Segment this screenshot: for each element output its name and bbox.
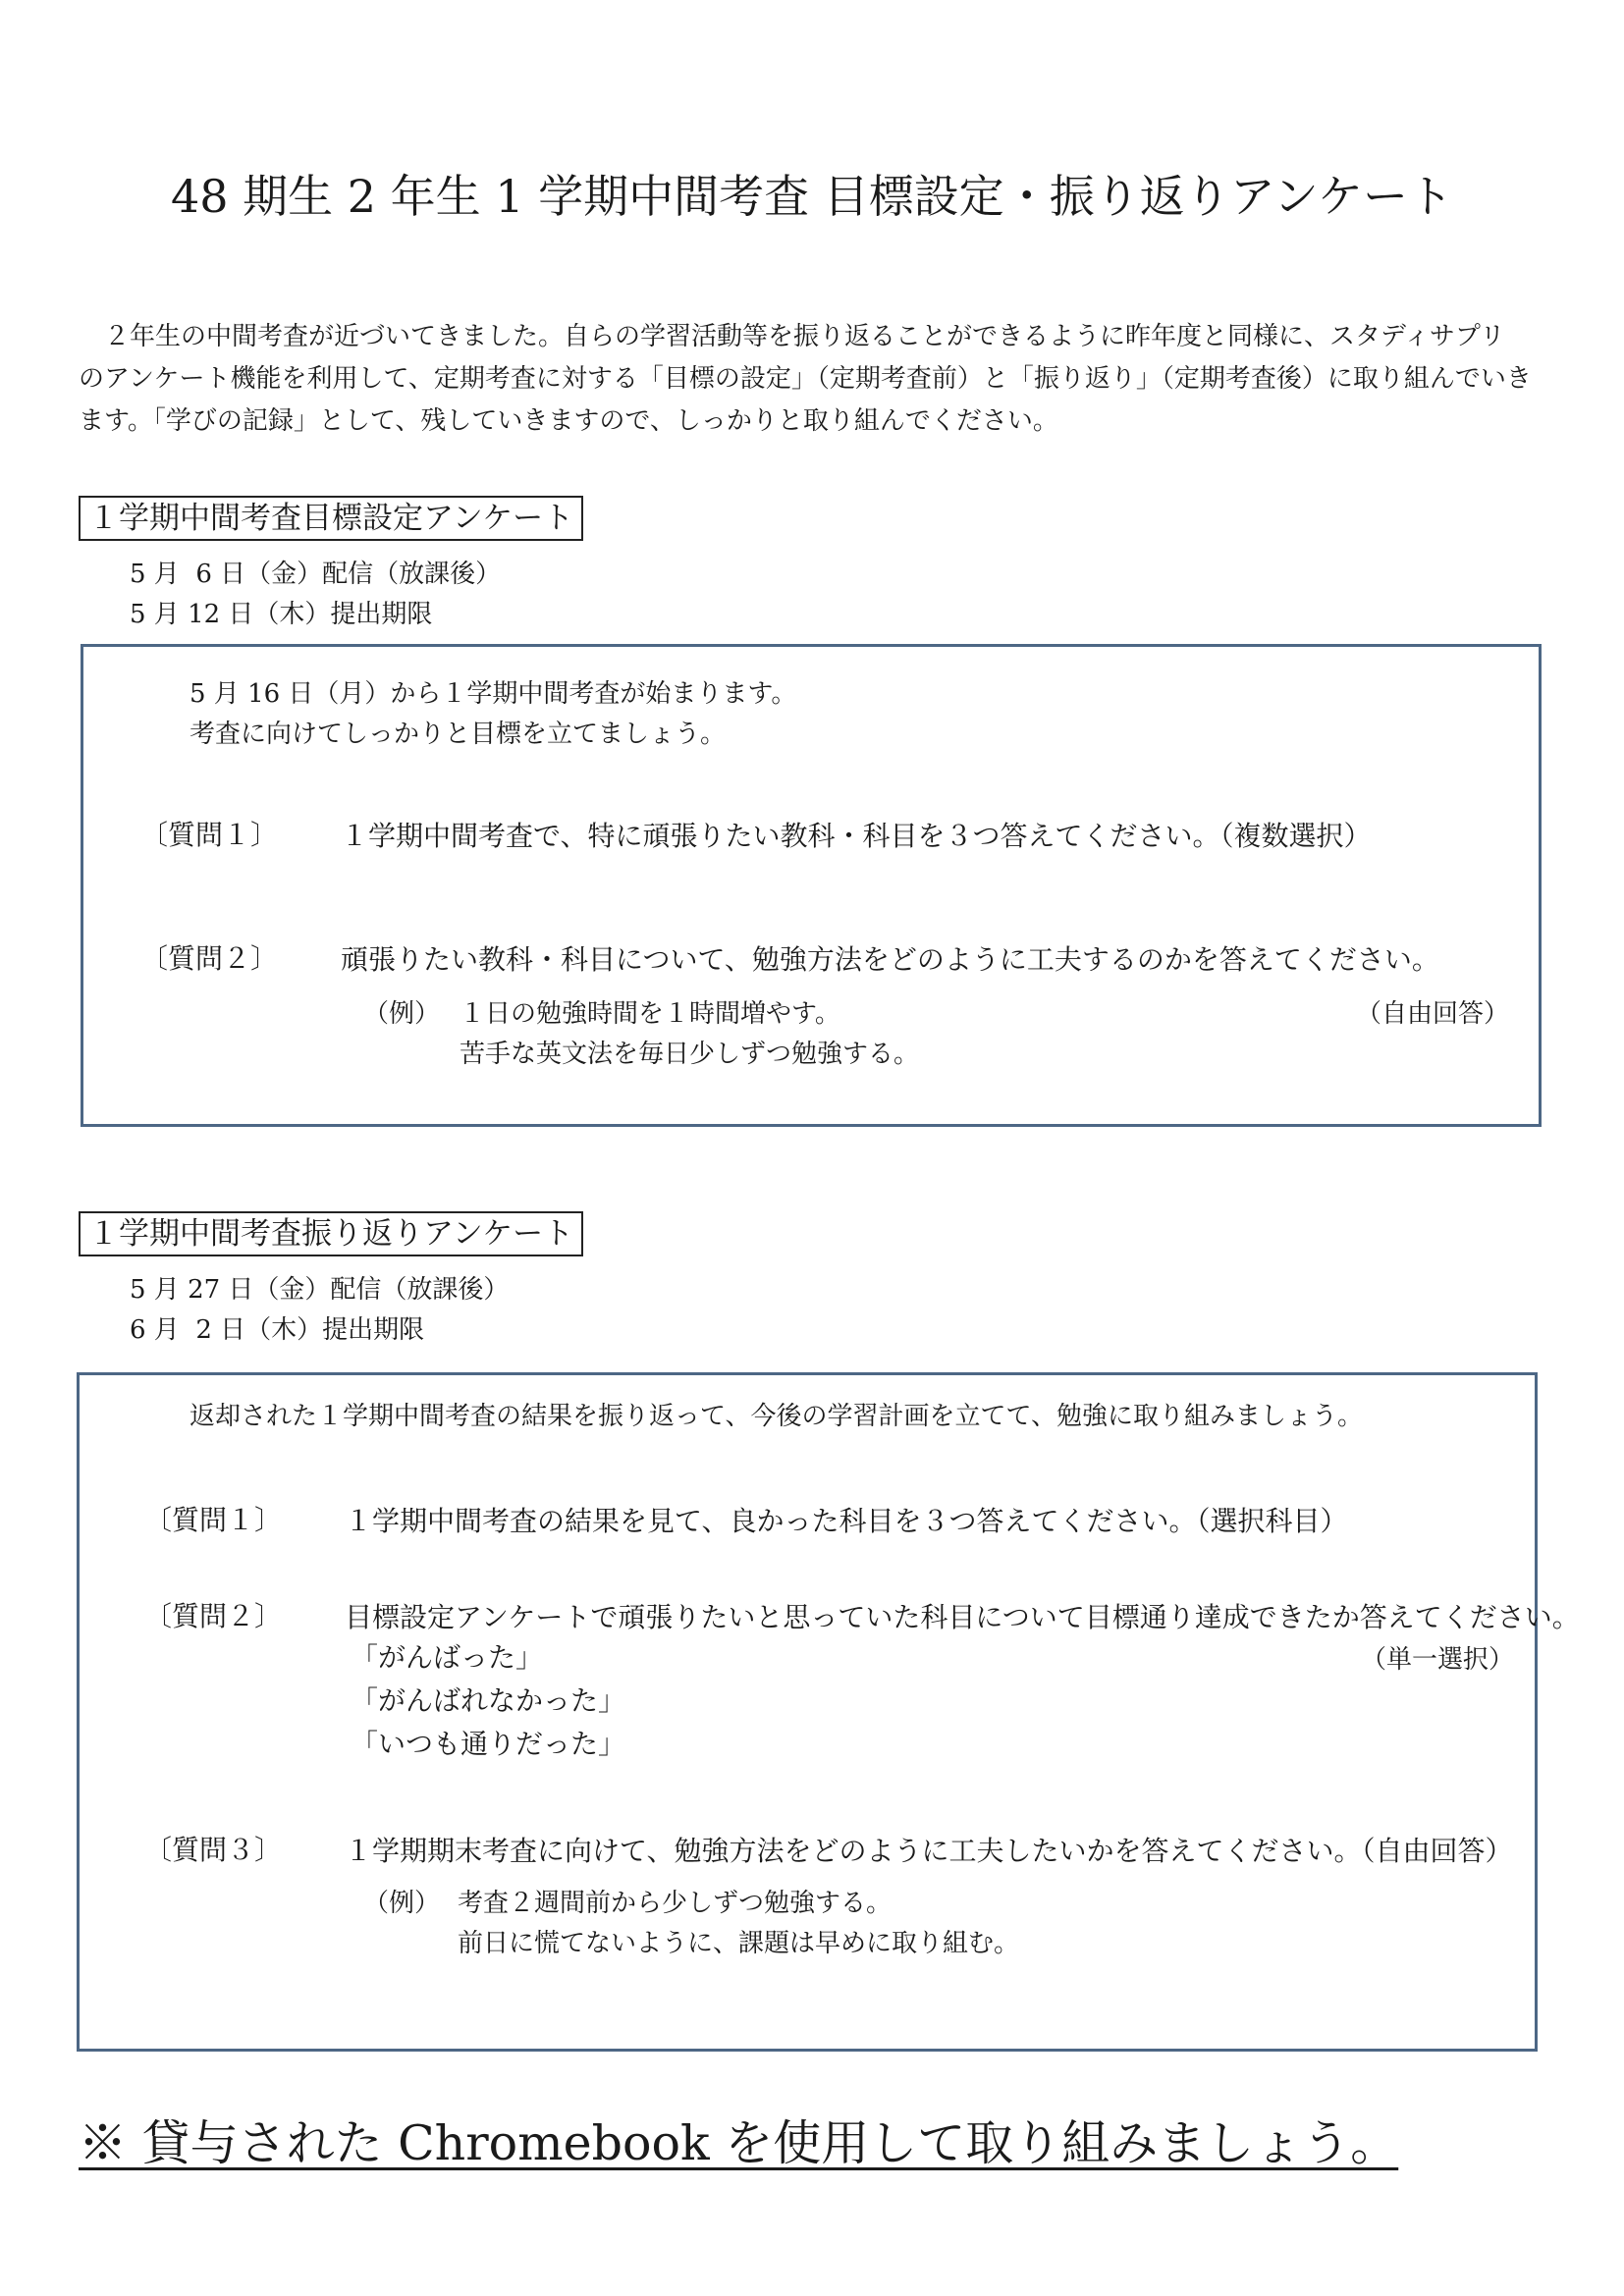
goal-survey-dates [130,555,501,635]
goal-survey-panel [81,644,1542,1127]
example-text: 苦手な英文法を毎日少しずつ勉強する。 [460,1040,920,1069]
answer-option: 「がんばれなかった」 [351,1684,626,1717]
answer-type: （自由回答） [1356,999,1510,1029]
chromebook-note: ※ 貸与された Chromebook を使用して取り組みましょう。 [79,2115,1399,2171]
reflection-lead: 返却された１学期中間考査の結果を振り返って、今後の学習計画を立てて、勉強に取り組みましょう。 [189,1402,1363,1431]
answer-option: 「いつも通りだった」 [351,1728,626,1760]
intro-line: ます。「学びの記録」として、残していきますので、しっかりと取り組んでください。 [79,406,1058,436]
date-line: 5 月 27 日（金）配信（放課後） [130,1275,510,1305]
answer-option: 「がんばった」 [351,1641,544,1674]
goal-lead: 考査に向けてしっかりと目標を立てましょう。 [189,720,727,749]
question-text: 目標設定アンケートで頑張りたいと思っていた科目について目標通り達成できたか答えてください。 [345,1601,1580,1633]
reflection-survey-dates [130,1270,509,1351]
question-text: １学期中間考査で、特に頑張りたい教科・科目を３つ答えてください。（複数選択） [341,820,1372,852]
example-text: 考査２週間前から少しずつ勉強する。 [458,1889,893,1918]
date-line: 5 月 6 日（金）配信（放課後） [130,560,502,589]
question-text: １学期中間考査の結果を見て、良かった科目を３つ答えてください。（選択科目） [345,1505,1348,1537]
example-text: 前日に慌てないように、課題は早めに取り組む。 [458,1929,1020,1958]
date-line: 6 月 2 日（木）提出期限 [130,1315,425,1345]
intro-paragraph [79,316,1563,443]
reflection-survey-label: １学期中間考査振り返りアンケート [79,1211,583,1256]
intro-line: ２年生の中間考査が近づいてきました。自らの学習活動等を振り返ることができるように昨年度と同様に、スタディサプリ [104,322,1505,351]
intro-line: のアンケート機能を利用して、定期考査に対する「目標の設定」（定期考査前）と「振り返り」（定期考査後）に取り組んでいき [79,364,1532,394]
question-label: 〔質問１〕 [140,819,279,851]
reflection-survey-panel [77,1372,1580,2052]
example-label: （例） [363,1889,441,1918]
date-line: 5 月 12 日（木）提出期限 [130,600,433,629]
question-label: 〔質問３〕 [144,1834,283,1866]
question-label: 〔質問２〕 [140,942,279,975]
answer-type: （単一選択） [1361,1645,1515,1675]
goal-lead: 5 月 16 日（月）から１学期中間考査が始まります。 [189,679,797,709]
example-label: （例） [363,999,441,1029]
question-text: １学期期末考査に向けて、勉強方法をどのように工夫したいかを答えてください。（自由回答） [345,1835,1513,1867]
page-title: 48 期生 2 年生 1 学期中間考査 目標設定・振り返りアンケート [170,170,1454,223]
question-label: 〔質問２〕 [144,1600,283,1632]
example-text: １日の勉強時間を１時間増やす。 [460,999,840,1029]
question-text: 頑張りたい教科・科目について、勉強方法をどのように工夫するのかを答えてください。 [341,943,1439,976]
question-label: 〔質問１〕 [144,1504,283,1536]
goal-survey-label: １学期中間考査目標設定アンケート [79,496,583,541]
